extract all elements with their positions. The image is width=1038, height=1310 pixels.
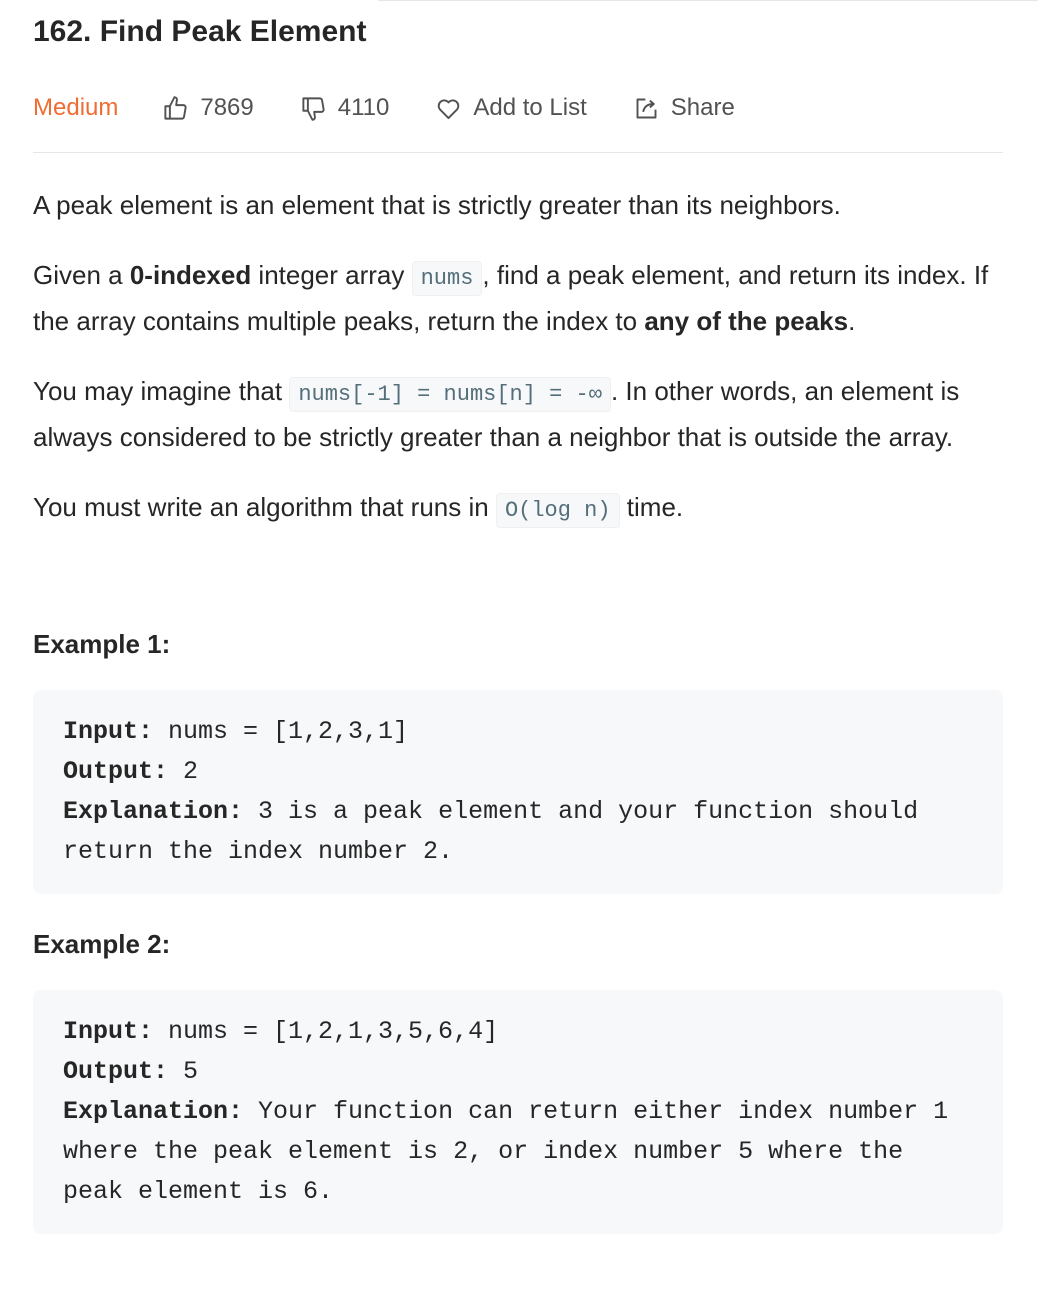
output-label: Output:: [63, 1057, 169, 1086]
example-output: 2: [168, 757, 199, 786]
example-explanation: Your function can return either index number 1 where the peak element is 2, or index number 5 where the peak element is 6.: [63, 1097, 964, 1206]
share-button[interactable]: [633, 94, 735, 122]
thumbs-up-icon: [162, 95, 189, 122]
output-label: Output:: [63, 757, 169, 786]
header-divider: [33, 152, 1003, 153]
statement-paragraph-2: Given a 0-indexed integer array nums , find a peak element, and return its index. If the array contains multiple peaks, return the index to any of the peaks.: [33, 260, 989, 336]
problem-description: [33, 0, 1003, 1234]
example-explanation: 3 is a peak element and your function should return the index number 2.: [63, 797, 934, 866]
heart-icon: [435, 95, 462, 122]
dislike-button[interactable]: [300, 94, 390, 122]
problem-meta-bar: [33, 88, 1003, 128]
thumbs-down-icon: [300, 95, 327, 122]
share-icon: [633, 95, 660, 122]
input-label: Input:: [63, 1017, 154, 1046]
example-input: nums = [1,2,1,3,5,6,4]: [153, 1017, 499, 1046]
explanation-label: Explanation:: [63, 797, 244, 826]
input-label: Input:: [63, 717, 154, 746]
example-output: 5: [168, 1057, 199, 1086]
difficulty-badge: Medium: [33, 94, 119, 121]
like-count: 7869: [200, 94, 254, 121]
bold-text: 0-indexed: [129, 260, 252, 290]
add-to-list-label: Add to List: [473, 94, 587, 121]
example-1-title: Example 1:: [33, 629, 171, 659]
inline-code: nums: [412, 261, 483, 296]
statement-paragraph-1: A peak element is an element that is strictly greater than its neighbors.: [33, 190, 841, 220]
share-label: Share: [670, 94, 735, 121]
problem-title: 162. Find Peak Element: [33, 15, 367, 48]
bold-text: any of the peaks: [644, 306, 849, 336]
inline-code: nums[-1] = nums[n] = -∞: [289, 377, 611, 412]
explanation-label: Explanation:: [63, 1097, 244, 1126]
example-2-block: [33, 990, 1003, 1234]
example-1-block: [33, 690, 1003, 894]
dislike-count: 4110: [337, 94, 390, 121]
inline-code: O(log n): [496, 493, 620, 528]
statement-paragraph-3: You may imagine that nums[-1] = nums[n] = -∞ . In other words, an element is always considered to be strictly greater than a neighbor that is outside the array.: [33, 376, 960, 452]
add-to-list-button[interactable]: [435, 94, 586, 122]
example-2-title: Example 2:: [33, 929, 171, 959]
problem-statement: [33, 184, 1003, 532]
statement-paragraph-4: You must write an algorithm that runs in O(log n) time.: [33, 486, 1003, 532]
like-button[interactable]: [162, 94, 253, 122]
example-input: nums = [1,2,3,1]: [153, 717, 409, 746]
